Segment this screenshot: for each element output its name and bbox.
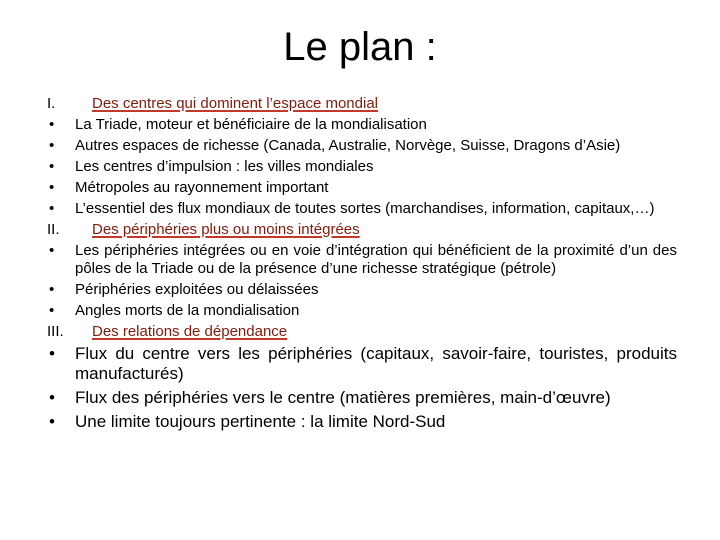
section-heading-1 [47, 95, 677, 113]
list-item [47, 179, 677, 197]
section-heading-2 [47, 221, 677, 239]
list-item-text: Métropoles au rayonnement important [75, 179, 329, 196]
bullet-icon: • [49, 281, 55, 298]
bullet-icon: • [49, 242, 55, 259]
bullet-icon: • [49, 158, 55, 175]
list-item [47, 302, 677, 320]
list-item [47, 137, 677, 155]
list-item-text: Les périphéries intégrées ou en voie d’intégration qui bénéficient de la proximité d’un des pôles de la Triade ou de la présence d’une richesse stratégique (pétrole) [75, 242, 677, 277]
list-item [47, 158, 677, 176]
bullet-icon: • [49, 344, 55, 363]
bullet-icon: • [49, 137, 55, 154]
list-item-text: Autres espaces de richesse (Canada, Australie, Norvège, Suisse, Dragons d’Asie) [75, 137, 621, 154]
bullet-icon: • [49, 179, 55, 196]
section-title: Des relations de dépendance [92, 323, 288, 340]
section-heading-3 [47, 323, 677, 341]
list-item-text: La Triade, moteur et bénéficiaire de la mondialisation [75, 116, 427, 133]
list-item [47, 242, 677, 278]
bullet-icon: • [49, 302, 55, 319]
list-item [47, 412, 677, 432]
section-title: Des périphéries plus ou moins intégrées [92, 221, 360, 238]
list-item-text: Flux du centre vers les périphéries (capitaux, savoir-faire, touristes, produits manufacturés) [75, 344, 677, 383]
list-item [47, 344, 677, 384]
bullet-icon: • [49, 388, 55, 407]
list-item [47, 281, 677, 299]
section-numeral: II. [47, 221, 60, 238]
bullet-icon: • [49, 116, 55, 133]
list-item [47, 388, 677, 408]
plan-outline [47, 95, 677, 436]
list-item-text: Les centres d’impulsion : les villes mondiales [75, 158, 374, 175]
bullet-icon: • [49, 200, 55, 217]
list-item-text: Périphéries exploitées ou délaissées [75, 281, 319, 298]
bullet-icon: • [49, 412, 55, 431]
list-item-text: L’essentiel des flux mondiaux de toutes sortes (marchandises, information, capitaux,…) [75, 200, 655, 217]
list-item [47, 200, 677, 218]
section-numeral: I. [47, 95, 56, 112]
list-item-text: Angles morts de la mondialisation [75, 302, 300, 319]
section-numeral: III. [47, 323, 64, 340]
slide-title: Le plan : [283, 25, 437, 69]
section-title: Des centres qui dominent l’espace mondial [92, 95, 378, 112]
list-item-text: Une limite toujours pertinente : la limite Nord-Sud [75, 412, 446, 431]
list-item-text: Flux des périphéries vers le centre (matières premières, main-d’œuvre) [75, 388, 611, 407]
list-item [47, 116, 677, 134]
